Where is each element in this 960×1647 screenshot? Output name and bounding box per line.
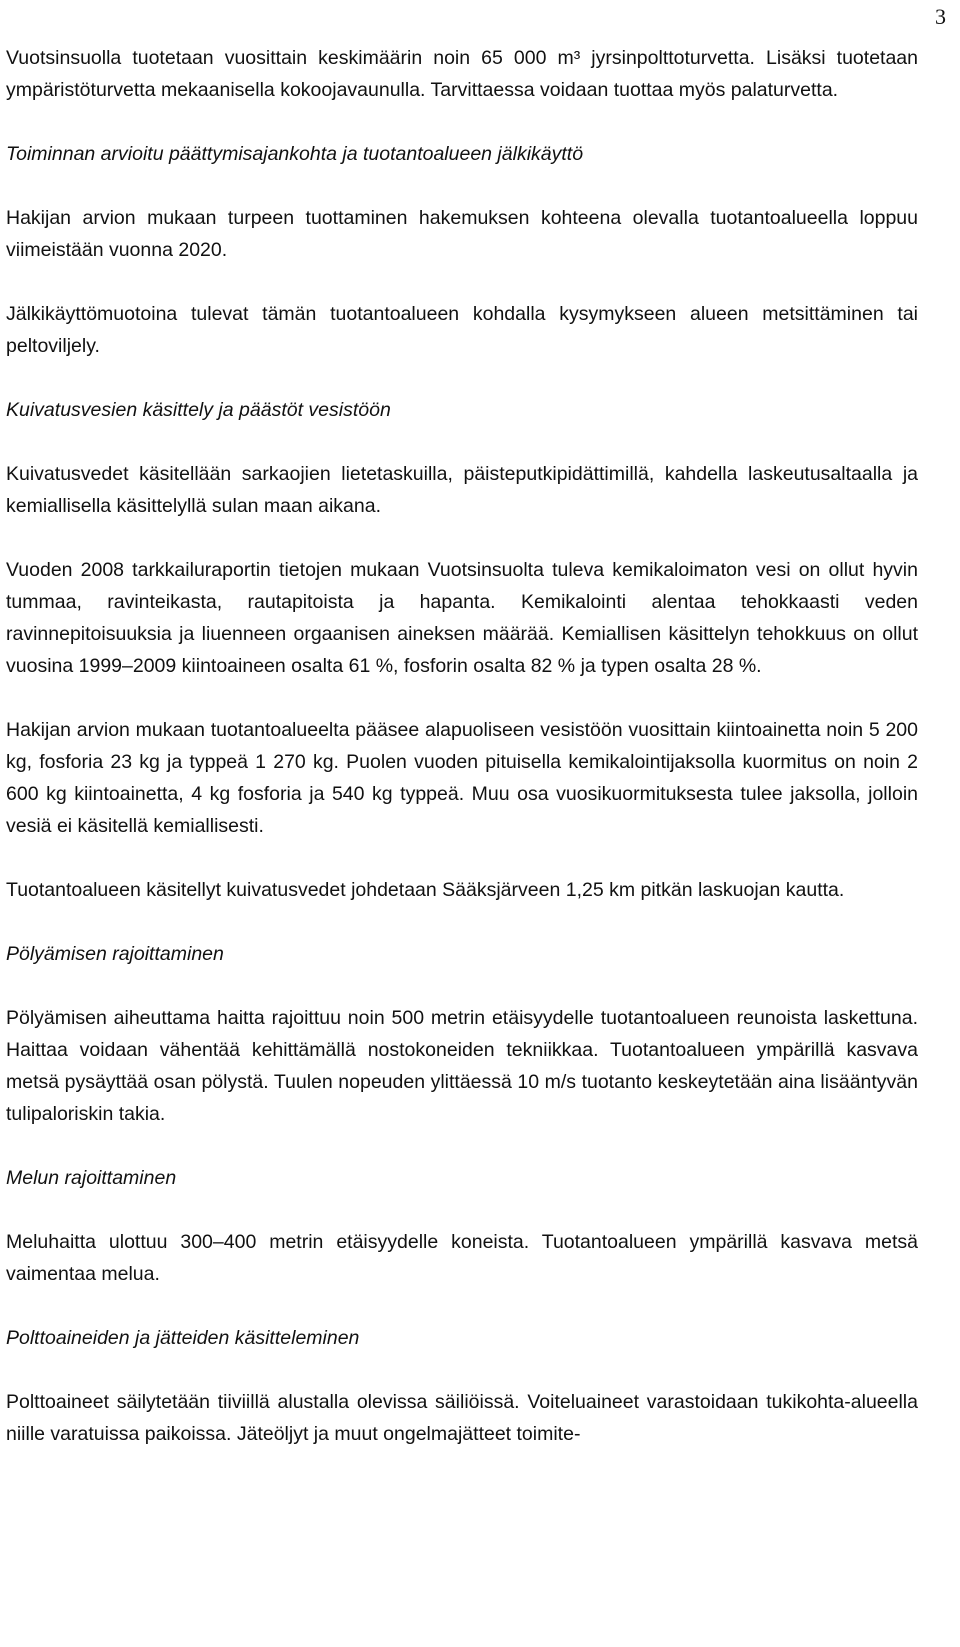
paragraph-noise: Meluhaitta ulottuu 300–400 metrin etäisyydelle koneista. Tuotantoalueen ympärillä kasvava metsä vaimentaa melua. xyxy=(6,1231,918,1285)
heading-noise-limitation: Melun rajoittaminen xyxy=(6,1167,177,1189)
paragraph-fuel-waste: Polttoaineet säilytetään tiiviillä alustalla olevissa säiliöissä. Voiteluaineet varastoidaan tukikohta-alueella niille varatuissa paikoissa. Jäteöljyt ja muut ongelmajätteet toimite- xyxy=(6,1391,918,1445)
heading-drainage-water: Kuivatusvesien käsittely ja päästöt vesistöön xyxy=(6,399,391,421)
heading-dust-limitation: Pölyämisen rajoittaminen xyxy=(6,943,224,965)
paragraph-production-end-year: Hakijan arvion mukaan turpeen tuottaminen hakemuksen kohteena olevalla tuotantoalueella loppuu viimeistään vuonna 2020. xyxy=(6,207,918,261)
paragraph-dust: Pölyämisen aiheuttama haitta rajoittuu noin 500 metrin etäisyydelle tuotantoalueen reunoista laskettuna. Haittaa voidaan vähentää kehittämällä nostokoneiden tekniikkaa. Tuotantoalueen ympärillä kasvava metsä pysäyttää osan pölystä. Tuulen nopeuden ylittäessä 10 m/s tuotanto keskeytetään aina lisääntyvän tulipaloriskin takia. xyxy=(6,1007,918,1125)
paragraph-annual-load: Hakijan arvion mukaan tuotantoalueelta pääsee alapuoliseen vesistöön vuosittain kiintoainetta noin 5 200 kg, fosforia 23 kg ja typpeä 1 270 kg. Puolen vuoden pituisella kemikalointijaksolla kuormitus on noin 2 600 kg kiintoainetta, 4 kg fosforia ja 540 kg typpeä. Muu osa vuosikuormituksesta tulee jaksolla, jolloin vesiä ei käsitellä kemiallisesti. xyxy=(6,719,918,837)
page-number: 3 xyxy=(935,4,946,29)
paragraph-discharge-route: Tuotantoalueen käsitellyt kuivatusvedet johdetaan Sääksjärveen 1,25 km pitkän laskuojan kautta. xyxy=(6,879,845,901)
paragraph-production-volume: Vuotsinsuolla tuotetaan vuosittain keskimäärin noin 65 000 m³ jyrsinpolttoturvetta. Lisäksi tuotetaan ympäristöturvetta mekaanisella kokoojavaunulla. Tarvittaessa voidaan tuottaa myös palaturvetta. xyxy=(6,47,918,101)
heading-end-of-operation: Toiminnan arvioitu päättymisajankohta ja tuotantoalueen jälkikäyttö xyxy=(6,143,584,165)
paragraph-monitoring-report: Vuoden 2008 tarkkailuraportin tietojen mukaan Vuotsinsuolta tuleva kemikaloimaton vesi on ollut hyvin tummaa, ravinteikasta, rautapitoista ja hapanta. Kemikalointi alentaa tehokkaasti veden ravinnepitoisuuksia ja liuenneen orgaanisen aineksen määrää. Kemiallisen käsittelyn tehokkuus on ollut vuosina 1999–2009 kiintoaineen osalta 61 %, fosforin osalta 82 % ja typen osalta 28 %. xyxy=(6,559,918,677)
paragraph-after-use: Jälkikäyttömuotoina tulevat tämän tuotantoalueen kohdalla kysymykseen alueen metsittäminen tai peltoviljely. xyxy=(6,303,918,357)
heading-fuel-waste-handling: Polttoaineiden ja jätteiden käsitteleminen xyxy=(6,1327,360,1349)
document-body xyxy=(6,42,918,1482)
paragraph-drainage-treatment: Kuivatusvedet käsitellään sarkaojien lietetaskuilla, päisteputkipidättimillä, kahdella laskeutusaltaalla ja kemiallisella käsittelyllä sulan maan aikana. xyxy=(6,463,918,517)
